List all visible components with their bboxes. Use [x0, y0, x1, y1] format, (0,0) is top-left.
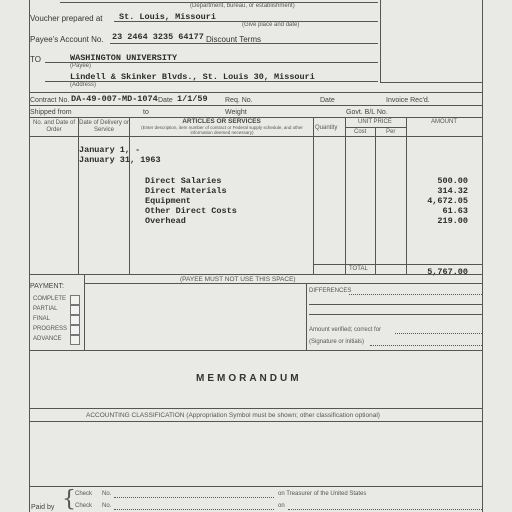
col-unit-price-header: UNIT PRICE	[358, 119, 392, 125]
payment-checkbox-final[interactable]	[70, 315, 80, 325]
item-label-1: Direct Salaries	[145, 176, 222, 186]
to-label: TO	[30, 55, 41, 64]
amount-verified-line	[395, 333, 482, 334]
differences-label: DIFFERENCES	[309, 288, 352, 294]
payee-caption: (Payee)	[70, 63, 92, 69]
period-line-1[interactable]: January 1, -	[79, 145, 141, 155]
brace-icon: {	[62, 487, 76, 512]
payment-option-complete: COMPLETE	[33, 296, 67, 302]
col-delivery-header: Date of Delivery or Service	[79, 120, 129, 133]
col-quantity-header: Quantity	[315, 125, 338, 131]
col-line-1	[78, 117, 79, 274]
item-amount-1: 500.00	[437, 176, 468, 186]
payee-notice: (PAYEE MUST NOT USE THIS SPACE)	[180, 276, 296, 283]
item-label-4: Other Direct Costs	[145, 206, 237, 216]
contract-date-value[interactable]: 1/1/59	[177, 94, 208, 104]
payee-notice-line	[84, 283, 482, 284]
period-line-2[interactable]: January 31, 1963	[79, 155, 161, 165]
payee-name-line	[45, 62, 378, 63]
accounting-label: ACCOUNTING CLASSIFICATION (Appropriation Symbol must be shown; other classification optional)	[86, 412, 380, 419]
payment-checkbox-advance[interactable]	[70, 335, 80, 345]
check-no-line-1	[114, 497, 274, 498]
paid-by-label: Paid by	[31, 504, 55, 511]
col-articles-header: ARTICLES OR SERVICES	[182, 118, 261, 125]
check-no-label-1: No.	[102, 491, 112, 497]
table-bottom-line	[29, 274, 482, 275]
table-header-line	[29, 136, 482, 137]
total-label: TOTAL	[349, 266, 368, 272]
total-top-line	[313, 264, 482, 265]
req-label: Req. No.	[225, 97, 253, 104]
col-line-5	[375, 127, 376, 274]
item-amount-2: 314.32	[437, 186, 468, 196]
payment-option-progress: PROGRESS	[33, 326, 68, 332]
payment-checkbox-progress[interactable]	[70, 325, 80, 335]
on-label-2: on	[278, 503, 285, 509]
col-line-6	[406, 117, 407, 274]
item-amount-5: 219.00	[437, 216, 468, 226]
top-right-box	[380, 0, 483, 83]
col-line-4	[345, 117, 346, 274]
item-amount-4: 61.63	[442, 206, 468, 216]
invoice-label: Invoice Rec'd.	[386, 97, 430, 104]
contract-date-label: Date	[158, 97, 173, 104]
col-line-3	[313, 117, 314, 274]
payment-divider	[84, 274, 85, 350]
contract-value[interactable]: DA-49-007-MD-1074	[71, 94, 158, 104]
col-order-header: No. and Date of Order	[32, 120, 76, 133]
contract-top-line	[29, 92, 482, 93]
contract-line	[29, 105, 482, 106]
payment-option-advance: ADVANCE	[33, 336, 62, 342]
check-no-line-2	[114, 509, 274, 510]
give-place-caption: (Give place and date)	[242, 22, 300, 28]
voucher-prepared-value[interactable]: St. Louis, Missouri	[119, 12, 216, 22]
col-line-2	[129, 117, 130, 274]
accounting-line	[29, 421, 482, 422]
on-treasurer-label: on Treasurer of the United States	[278, 491, 367, 497]
footer-top-line	[29, 486, 482, 487]
memorandum-title: MEMORANDUM	[196, 373, 302, 384]
col-cost-header: Cost	[354, 129, 367, 135]
weight-label: Weight	[225, 109, 247, 116]
payee-address[interactable]: Lindell & Skinker Blvds., St. Louis 30, Missouri	[70, 72, 315, 82]
payment-bottom-line	[29, 350, 482, 351]
item-label-3: Equipment	[145, 196, 191, 206]
total-value[interactable]: 5,767.00	[427, 267, 468, 277]
voucher-prepared-label: Voucher prepared at	[30, 14, 103, 23]
item-amount-3: 4,672.05	[427, 196, 468, 206]
check-label-1: Check	[75, 491, 93, 497]
govt-bl-label: Govt. B/L No.	[346, 109, 388, 116]
col-amount-header: AMOUNT	[431, 119, 457, 125]
address-caption: (Address)	[70, 82, 97, 88]
check-label-2: Check	[75, 503, 93, 509]
on-line-2	[288, 509, 482, 510]
payee-account-label: Payee's Account No.	[30, 35, 104, 44]
payee-name[interactable]: WASHINGTON UNIVERSITY	[70, 53, 178, 63]
differences-divider	[306, 283, 307, 350]
differences-line-1	[349, 294, 482, 295]
payee-account-value[interactable]: 23 2464 3235 64177	[112, 32, 204, 42]
check-no-label-2: No.	[102, 503, 112, 509]
date2-label: Date	[320, 97, 335, 104]
contract-label: Contract No.	[30, 97, 70, 104]
left-border	[29, 0, 30, 512]
accounting-top-line	[29, 408, 482, 409]
payment-option-partial: PARTIAL	[33, 306, 58, 312]
amount-verified-label: Amount verified; correct for	[309, 327, 382, 333]
discount-terms-label: Discount Terms	[206, 35, 261, 44]
payment-checkbox-partial[interactable]	[70, 305, 80, 315]
col-articles-subheader: (Enter description, item number of contract or Federal supply schedule, and other information deemed necessary)	[141, 125, 303, 135]
shipped-to-label: to	[143, 109, 149, 116]
payment-checkbox-complete[interactable]	[70, 295, 80, 305]
item-label-2: Direct Materials	[145, 186, 227, 196]
payment-option-final: FINAL	[33, 316, 51, 322]
col-per-header: Per	[386, 129, 396, 135]
signature-line	[370, 345, 482, 346]
signature-label: (Signature or initials)	[309, 339, 365, 345]
item-label-5: Overhead	[145, 216, 186, 226]
differences-line-3	[309, 314, 482, 315]
differences-line-2	[309, 304, 482, 305]
shipped-label: Shipped from	[30, 109, 72, 116]
payment-title: PAYMENT:	[30, 283, 64, 290]
payee-account-line	[110, 43, 378, 44]
dept-caption: (Department, bureau, or establishment)	[190, 3, 295, 9]
